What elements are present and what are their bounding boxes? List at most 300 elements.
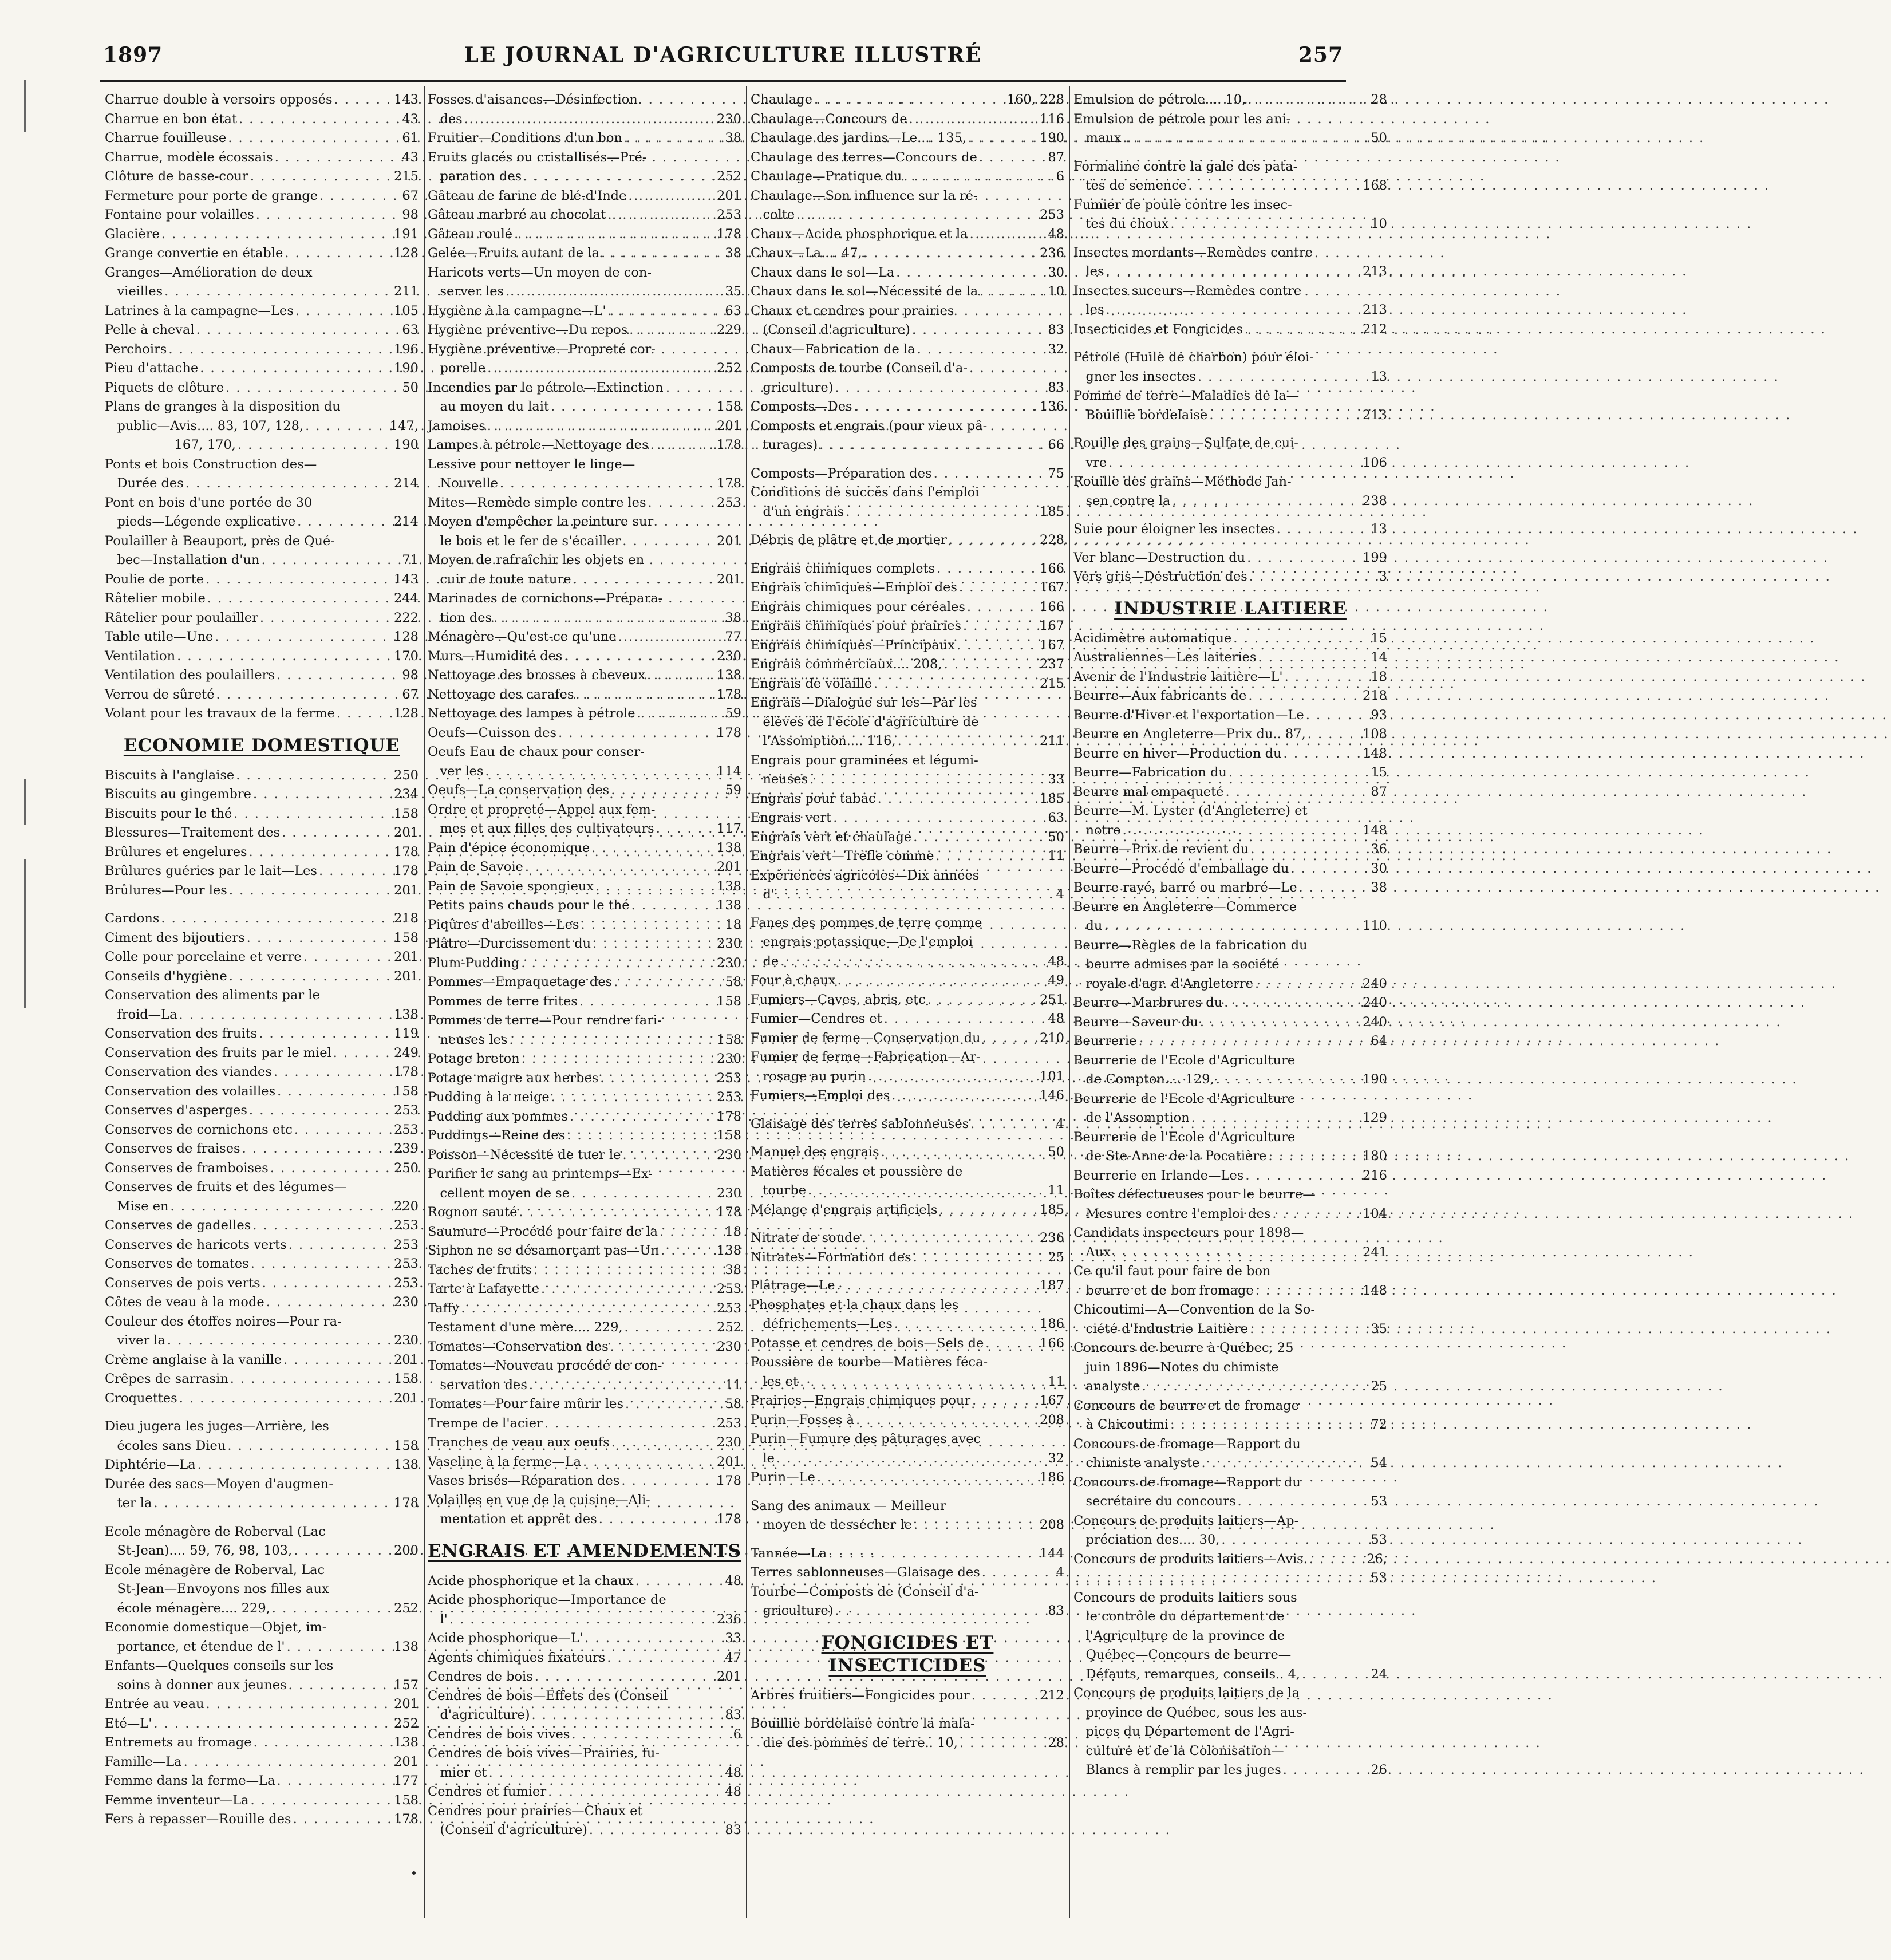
dot-leader — [226, 378, 400, 398]
dot-leader — [660, 1222, 723, 1242]
entry-text: Chaulage des terres—Concours de — [751, 149, 977, 165]
entry-page: 250 — [394, 1160, 419, 1176]
entry-page: 241 — [1363, 1244, 1387, 1260]
entry-text: Mélange d'engrais artificiels — [751, 1202, 938, 1217]
index-entry — [1073, 434, 1387, 453]
index-entry — [105, 647, 419, 667]
index-entry — [1073, 320, 1387, 340]
dot-leader — [274, 1063, 392, 1082]
index-entry — [428, 1572, 741, 1591]
entry-text: au moyen du lait — [428, 399, 549, 414]
entry-text: Ver blanc—Destruction du — [1073, 550, 1246, 565]
entry-text: Tranches de veau aux oeufs — [428, 1435, 610, 1450]
entry-page: 253 — [394, 1103, 419, 1118]
entry-text: Pudding aux pommes — [428, 1109, 568, 1124]
entry-page: 213 — [1363, 302, 1387, 317]
dot-leader — [628, 187, 715, 206]
index-column-2 — [428, 90, 741, 1840]
dot-leader — [242, 1139, 392, 1159]
index-entry — [428, 129, 741, 148]
entry-text: Crêpes de sarrasin — [105, 1371, 228, 1386]
index-entry — [105, 1121, 419, 1140]
index-entry — [428, 1261, 741, 1280]
dot-leader — [624, 129, 724, 148]
dot-leader — [487, 359, 715, 378]
index-entry — [1073, 368, 1387, 387]
index-entry — [105, 1236, 419, 1255]
entry-text: Cardons — [105, 911, 160, 926]
entry-text: Chaulage — [751, 92, 812, 107]
dot-leader — [808, 1181, 1046, 1201]
index-entry — [428, 839, 741, 858]
entry-text: Femme inventeur—La — [105, 1792, 249, 1808]
entry-text: Sang des animaux — Meilleur — [751, 1498, 946, 1513]
entry-page: 47 — [725, 1650, 741, 1665]
index-entry — [105, 1541, 419, 1561]
entry-page: 58 — [725, 1397, 741, 1411]
index-entry — [105, 340, 419, 360]
index-entry — [751, 1067, 1064, 1087]
entry-page: 67 — [402, 687, 419, 702]
entry-text: Oeufs—La conservation des — [428, 783, 610, 798]
index-entry — [428, 1821, 741, 1840]
entry-page: 63 — [402, 322, 419, 337]
entry-page: 251 — [1040, 992, 1064, 1007]
index-entry — [1073, 1627, 1387, 1646]
dot-leader — [287, 1638, 392, 1657]
index-entry — [1073, 1300, 1387, 1320]
entry-page: 15 — [1371, 765, 1387, 780]
entry-text: Fanes des pommes de terre comme — [751, 915, 982, 930]
index-entry — [751, 302, 1064, 321]
entry-text: Beurrerie en Irlande—Les — [1073, 1168, 1244, 1183]
index-entry — [428, 1649, 741, 1668]
entry-text: Beurre en hiver—Production du — [1073, 746, 1282, 761]
entry-text: Lampes à pétrole—Nettoyage des — [428, 437, 649, 452]
entry-text: Beurre—Fabrication du — [1073, 765, 1227, 780]
entry-text: Engrais commerciaux.... 208, — [751, 657, 942, 672]
index-entry — [105, 436, 419, 455]
entry-text: Vases brisés—Réparation des — [428, 1473, 620, 1488]
entry-page: 93 — [1371, 707, 1387, 723]
entry-page: 158 — [394, 806, 419, 821]
dot-leader — [1245, 1166, 1361, 1186]
dot-leader — [979, 148, 1047, 168]
entry-text: turages) — [751, 437, 818, 452]
entry-text: tourbe — [751, 1183, 807, 1198]
entry-page: 119 — [394, 1026, 419, 1041]
entry-text: griculture) — [751, 1603, 834, 1618]
entry-page: 166 — [1040, 561, 1064, 576]
dot-leader — [283, 1351, 392, 1370]
dot-leader — [601, 244, 723, 263]
index-entry — [1073, 1722, 1387, 1742]
index-entry — [751, 885, 1064, 905]
entry-text: Bouillie bordelaise — [1073, 407, 1208, 423]
index-entry — [105, 843, 419, 862]
entry-page: 201 — [717, 1669, 741, 1684]
index-entry — [751, 952, 1064, 972]
entry-page: 66 — [1048, 437, 1064, 452]
entry-page: 253 — [394, 1256, 419, 1271]
index-entry — [751, 1276, 1064, 1296]
entry-page: 187 — [1040, 1278, 1064, 1293]
dot-leader — [629, 321, 715, 340]
entry-text: Beurre—Prix de revient du — [1073, 842, 1249, 857]
entry-page: 218 — [1363, 688, 1387, 703]
index-entry — [1073, 1531, 1387, 1550]
entry-page: 178 — [717, 226, 741, 242]
entry-page: 253 — [717, 1090, 741, 1105]
entry-page: 213 — [1363, 407, 1387, 423]
entry-text: Brûlures et engelures — [105, 844, 247, 859]
index-entry — [105, 1159, 419, 1178]
index-entry — [428, 800, 741, 820]
entry-text: Bouillie bordelaise contre la mala- — [751, 1716, 975, 1731]
index-entry — [105, 512, 419, 532]
index-entry — [105, 628, 419, 647]
dot-leader — [622, 532, 715, 551]
entry-text: tes du choux — [1073, 216, 1169, 231]
index-entry — [751, 282, 1064, 302]
entry-text: le — [751, 1450, 775, 1466]
entry-text: Cendres de bois vives — [428, 1726, 570, 1742]
index-entry — [1073, 706, 1387, 725]
index-entry — [428, 1802, 741, 1821]
index-entry — [105, 110, 419, 129]
entry-page: 101 — [1040, 1068, 1064, 1084]
entry-text: Verrou de sûreté — [105, 687, 215, 702]
entry-text: Incendies par le pétrole—Extinction — [428, 380, 664, 395]
dot-leader — [247, 929, 392, 948]
dot-leader — [230, 1370, 392, 1389]
entry-text: Conservation des fruits — [105, 1026, 258, 1041]
entry-page: 178 — [717, 1512, 741, 1527]
index-column-3 — [751, 90, 1064, 1753]
entry-page: 32 — [1048, 341, 1064, 357]
entry-text: Cendres et fumier — [428, 1784, 547, 1799]
entry-page: 230 — [717, 1147, 741, 1162]
index-entry — [1073, 1550, 1387, 1569]
index-entry — [751, 655, 1064, 675]
entry-page: 98 — [402, 668, 419, 683]
dot-leader — [249, 1101, 392, 1121]
dot-leader — [862, 1229, 1038, 1248]
dot-leader — [270, 1159, 392, 1178]
entry-page: 252 — [394, 1716, 419, 1731]
entry-page: 158 — [394, 1083, 419, 1099]
entry-text: le bois et le fer de s'écailler — [428, 533, 621, 549]
entry-text: engrais potassique—De l'emploi — [751, 934, 973, 949]
entry-text: Engrais pour graminées et légumi- — [751, 752, 978, 768]
index-entry — [105, 986, 419, 1005]
dot-leader — [593, 934, 715, 954]
dot-leader — [1306, 706, 1369, 725]
index-entry — [751, 828, 1064, 847]
dot-leader — [185, 474, 392, 494]
entry-text: du — [1073, 918, 1103, 933]
entry-text: Piquets de clôture — [105, 380, 224, 395]
dot-leader — [625, 1318, 716, 1338]
dot-leader — [1238, 1492, 1369, 1512]
entry-text: Expériences agricoles—Dix années — [751, 867, 980, 883]
dot-leader — [293, 1810, 392, 1829]
index-entry — [105, 1475, 419, 1494]
entry-page: 54 — [1371, 1456, 1387, 1470]
entry-text: server les — [428, 284, 504, 299]
dot-leader — [1108, 453, 1361, 473]
index-entry — [105, 302, 419, 321]
index-entry — [751, 1734, 1064, 1753]
entry-page: 110 — [1363, 918, 1387, 933]
dot-leader — [1247, 90, 1369, 110]
entry-text: Concours de fromage—Rapport du — [1073, 1436, 1301, 1452]
dot-leader — [227, 1437, 392, 1456]
entry-text: les — [1073, 264, 1104, 279]
dot-leader — [864, 244, 1038, 263]
index-entry — [428, 1510, 741, 1529]
entry-page: 25 — [1371, 1379, 1387, 1394]
entry-text: Arbres fruitiers—Fongicides pour — [751, 1687, 970, 1703]
index-entry — [105, 804, 419, 824]
dot-leader — [599, 1510, 715, 1529]
section-heading: INDUSTRIE LAITIERE — [1114, 598, 1347, 619]
entry-page: 253 — [717, 1300, 741, 1316]
index-entry — [428, 877, 741, 897]
index-entry — [751, 675, 1064, 694]
entry-gap — [751, 905, 1064, 914]
dot-leader — [333, 1044, 392, 1063]
index-entry — [1073, 1185, 1387, 1205]
entry-page: 4 — [1056, 887, 1064, 902]
index-entry — [105, 1389, 419, 1409]
entry-text: Ventilation — [105, 648, 176, 664]
dot-leader — [1285, 668, 1369, 687]
entry-page: 10 — [1371, 216, 1387, 231]
entry-page: 32 — [1048, 1450, 1064, 1466]
dot-leader — [913, 1248, 1047, 1268]
dot-leader — [833, 809, 1046, 828]
index-entry — [751, 617, 1064, 636]
index-entry — [1073, 196, 1387, 215]
index-entry — [105, 1351, 419, 1370]
entry-gap — [105, 1513, 419, 1523]
entry-text: Gelée—Fruits autant de la — [428, 246, 599, 261]
entry-text: Pain d'épice économique — [428, 840, 590, 855]
dot-leader — [1172, 492, 1361, 511]
index-entry — [1073, 975, 1387, 994]
entry-page: 230 — [717, 1185, 741, 1201]
entry-page: 148 — [1363, 1283, 1387, 1298]
entry-page: 185 — [1040, 791, 1064, 806]
dot-leader — [982, 1563, 1055, 1583]
entry-page: 35 — [1371, 1321, 1387, 1336]
dot-leader — [819, 436, 1046, 455]
entry-text: Composts de tourbe (Conseil d'a- — [751, 361, 968, 376]
dot-leader — [295, 302, 392, 321]
dot-leader — [514, 225, 715, 244]
entry-text: Avenir de l'Industrie laitière—L' — [1073, 669, 1283, 684]
index-entry — [1073, 453, 1387, 473]
entry-text: Nitrates—Formation des — [751, 1249, 911, 1265]
dot-leader — [206, 1695, 393, 1714]
entry-page: 11 — [1048, 849, 1064, 863]
index-entry — [1073, 348, 1387, 368]
index-column-4 — [1073, 90, 1387, 1780]
entry-page: 35 — [725, 284, 741, 299]
entry-text: Engrais chimiques pour prairies — [751, 618, 962, 633]
entry-page: 240 — [1363, 1014, 1387, 1030]
entry-text: Plâtre—Durcissement du — [428, 936, 591, 951]
index-entry — [751, 1449, 1064, 1469]
entry-page: 252 — [717, 169, 741, 184]
entry-page: 201 — [394, 968, 419, 984]
dot-leader — [509, 1031, 715, 1050]
entry-gap — [751, 1134, 1064, 1143]
entry-page: 178 — [394, 1496, 419, 1511]
entry-page: 213 — [1363, 264, 1387, 279]
index-entry — [751, 1516, 1064, 1535]
index-entry — [428, 110, 741, 129]
dot-leader — [610, 1338, 715, 1357]
entry-page: 214 — [394, 514, 419, 529]
dot-leader — [622, 1146, 715, 1165]
entry-text: Râtelier pour poulailler — [105, 610, 258, 625]
index-entry — [428, 282, 741, 302]
index-entry — [105, 474, 419, 494]
entry-page: 201 — [717, 533, 741, 549]
entry-page: 252 — [394, 1600, 419, 1616]
entry-page: 59 — [725, 783, 741, 798]
entry-page: 229 — [717, 322, 741, 337]
entry-page: 239 — [394, 1141, 419, 1156]
entry-page: 25 — [1048, 1249, 1064, 1265]
entry-text: Potage breton — [428, 1051, 520, 1066]
page-number: 257 — [1298, 43, 1343, 67]
entry-text: Economie domestique—Objet, im- — [105, 1620, 327, 1635]
entry-gap — [751, 550, 1064, 559]
entry-page: 252 — [717, 361, 741, 376]
index-entry — [105, 1753, 419, 1772]
index-entry — [751, 1248, 1064, 1268]
entry-page: 11 — [1048, 1374, 1064, 1389]
dot-leader — [198, 1456, 392, 1475]
entry-text: Beurre—Procédé d'emballage du — [1073, 861, 1289, 876]
index-entry — [428, 206, 741, 225]
dot-leader — [179, 1005, 393, 1025]
entry-text: Beurre en Angleterre—Commerce — [1073, 899, 1297, 914]
entry-text: Beurre—Règles de la fabrication du — [1073, 937, 1308, 953]
index-entry — [1073, 406, 1387, 425]
index-entry — [428, 704, 741, 724]
dot-leader — [1309, 1550, 1365, 1569]
entry-text: Pudding à la neige — [428, 1090, 550, 1105]
index-entry — [751, 1391, 1064, 1411]
entry-text: Engrais chimiques—Principaux — [751, 637, 955, 653]
entry-page: 38 — [725, 246, 741, 261]
index-entry — [1073, 243, 1387, 263]
entry-text: Australiennes—Les laiteries — [1073, 650, 1257, 665]
entry-text: ver les — [428, 763, 484, 779]
index-entry — [105, 1580, 419, 1599]
index-entry — [428, 1725, 741, 1745]
dot-leader — [903, 167, 1054, 187]
entry-text: Nettoyage des brosses à cheveux — [428, 668, 646, 683]
entry-page: 4 — [1056, 1116, 1064, 1131]
entry-text: défrichements—Les — [751, 1316, 893, 1331]
dot-leader — [957, 636, 1038, 656]
entry-text: juin 1896—Notes du chimiste — [1073, 1359, 1279, 1375]
entry-text: Terres sablonneuses—Glaisage des — [751, 1565, 980, 1580]
entry-page: 236 — [1040, 1231, 1064, 1245]
entry-page: 53 — [1371, 1494, 1387, 1509]
index-entry — [428, 1184, 741, 1204]
dot-leader — [1247, 549, 1361, 568]
dot-leader — [506, 282, 723, 302]
dot-leader — [939, 1201, 1038, 1220]
entry-text: Conservation des volailles — [105, 1083, 276, 1099]
entry-text: public—Avis.... 83, 107, 128, — [105, 418, 304, 433]
entry-text: Chaux et cendres pour prairies — [751, 303, 954, 318]
entry-page: 6 — [1056, 169, 1064, 184]
dot-leader — [1268, 1147, 1361, 1166]
entry-text: Conserves de pois verts — [105, 1275, 260, 1291]
index-entry — [751, 1686, 1064, 1706]
entry-text: province de Québec, sous les aus- — [1073, 1705, 1307, 1720]
dot-leader — [1112, 1243, 1361, 1263]
entry-page: 48 — [1048, 1011, 1064, 1026]
entry-gap — [751, 1488, 1064, 1497]
entry-page: 30 — [1371, 861, 1387, 876]
entry-text: Pétrole (Huile de charbon) pour éloi- — [1073, 350, 1314, 365]
index-entry — [751, 483, 1064, 503]
dot-leader — [253, 785, 392, 804]
index-entry — [428, 743, 741, 762]
index-entry — [428, 992, 741, 1012]
index-entry — [751, 1315, 1064, 1334]
entry-page: 26 — [1371, 1762, 1387, 1777]
index-entry — [105, 1714, 419, 1734]
index-entry — [105, 1523, 419, 1542]
entry-page: 253 — [717, 1281, 741, 1296]
entry-text: tion des — [428, 610, 492, 625]
index-entry — [1073, 1358, 1387, 1378]
entry-page: 87 — [1048, 149, 1064, 165]
index-entry — [1073, 1090, 1387, 1109]
entry-text: Dieu jugera les juges—Arrière, les — [105, 1419, 329, 1434]
entry-text: die des pommes de terre.. 10, — [751, 1735, 958, 1750]
dot-leader — [1188, 176, 1361, 196]
entry-text: Enfants—Quelques conseils sur les — [105, 1658, 334, 1673]
entry-page: 48 — [725, 1573, 741, 1588]
dot-leader — [637, 704, 724, 724]
entry-text: viver la — [105, 1333, 165, 1348]
dot-leader — [856, 1411, 1038, 1430]
index-entry — [428, 148, 741, 168]
entry-text: Composts—Préparation des — [751, 466, 932, 481]
ink-dot — [412, 1871, 416, 1875]
index-entry — [1073, 1051, 1387, 1071]
entry-page: 18 — [725, 917, 741, 932]
entry-text: St-Jean).... 59, 76, 98, 103, — [105, 1543, 293, 1558]
dot-leader — [206, 570, 392, 590]
dot-leader — [548, 1782, 723, 1802]
index-entry — [1073, 1703, 1387, 1723]
entry-text: Fosses d'aisances—Désinfection — [428, 92, 638, 107]
dot-leader — [776, 1449, 1046, 1469]
index-entry — [751, 866, 1064, 886]
entry-text: Engrais vert—Trèfle comme — [751, 849, 934, 863]
